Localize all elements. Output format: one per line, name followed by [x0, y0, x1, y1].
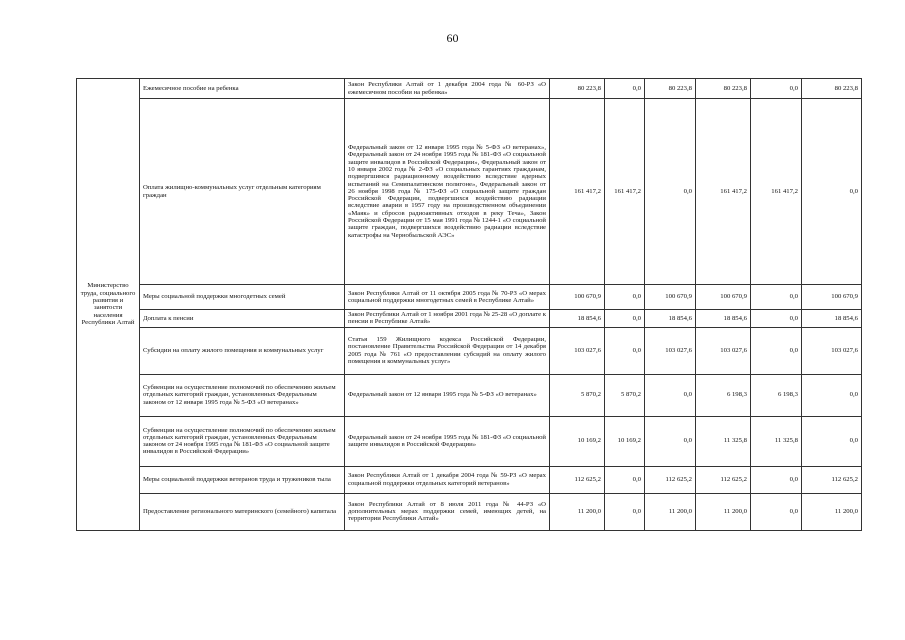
- amount-cell: 11 325,8: [696, 416, 751, 466]
- amount-cell: 0,0: [605, 493, 645, 530]
- amount-cell: 0,0: [605, 285, 645, 310]
- amount-cell: 80 223,8: [802, 79, 862, 99]
- legal-basis-cell: Федеральный закон от 12 января 1995 года № 5-ФЗ «О ветеранах»: [345, 374, 550, 416]
- table-row: [77, 310, 862, 328]
- expense-name-cell: Доплата к пенсии: [140, 310, 345, 328]
- table-row: [77, 285, 862, 310]
- table-row: [77, 99, 862, 285]
- expense-name-cell: Субсидии на оплату жилого помещения и коммунальных услуг: [140, 327, 345, 374]
- amount-cell: 0,0: [751, 466, 802, 493]
- legal-basis-cell: Закон Республики Алтай от 1 ноября 2001 года № 25-28 «О доплате к пенсии в Республике Алтай»: [345, 310, 550, 328]
- department-cell: Министерство труда, социального развития и занятости населения Республики Алтай: [77, 79, 140, 531]
- table-row: [77, 79, 862, 99]
- page-number: 60: [446, 31, 459, 45]
- amount-cell: 0,0: [751, 493, 802, 530]
- amount-cell: 100 670,9: [802, 285, 862, 310]
- amount-cell: 11 200,0: [645, 493, 696, 530]
- amount-cell: 5 870,2: [550, 374, 605, 416]
- amount-cell: 103 027,6: [802, 327, 862, 374]
- amount-cell: 100 670,9: [645, 285, 696, 310]
- expense-name-cell: Оплата жилищно-коммунальных услуг отдельным категориям граждан: [140, 99, 345, 285]
- amount-cell: 0,0: [605, 79, 645, 99]
- amount-cell: 0,0: [645, 374, 696, 416]
- amount-cell: 6 198,3: [696, 374, 751, 416]
- expense-name-cell: Субвенции на осуществление полномочий по обеспечению жильем отдельных категорий граждан, установленных Федеральным законом от 24 ноября 1995 года № 181-ФЗ «О социальной защите инвалидов в Российской Федерации»: [140, 416, 345, 466]
- amount-cell: 161 417,2: [550, 99, 605, 285]
- amount-cell: 103 027,6: [696, 327, 751, 374]
- amount-cell: 0,0: [751, 310, 802, 328]
- amount-cell: 0,0: [751, 79, 802, 99]
- table-row: [77, 374, 862, 416]
- amount-cell: 10 169,2: [550, 416, 605, 466]
- amount-cell: 11 200,0: [696, 493, 751, 530]
- amount-cell: 0,0: [605, 310, 645, 328]
- table-row: [77, 327, 862, 374]
- legal-basis-cell: Федеральный закон от 12 января 1995 года № 5-ФЗ «О ветеранах», Федеральный закон от 24 ноября 1995 года № 181-ФЗ «О социальной защите инвалидов в Российской Федерации», Федеральный закон от 10 января 2002 года № 2-ФЗ «О социальных гарантиях гражданам, подвергшимся радиационному воздействию вследствие ядерных испытаний на Семипалатинском полигоне», Федеральный закон от 26 ноября 1998 года № 175-ФЗ «О социальной защите граждан Российской Федерации, подвергшихся воздействию радиации вследствие аварии в 1957 году на производственном объединении «Маяк» и сбросов радиоактивных отходов в реку Теча», Закон Российской Федерации от 15 мая 1991 года № 1244-1 «О социальной защите граждан, подвергшихся воздействию радиации вследствие катастрофы на Чернобыльской АЭС»: [345, 99, 550, 285]
- amount-cell: 100 670,9: [696, 285, 751, 310]
- amount-cell: 112 625,2: [645, 466, 696, 493]
- amount-cell: 0,0: [751, 327, 802, 374]
- expense-name-cell: Меры социальной поддержки ветеранов труда и тружеников тыла: [140, 466, 345, 493]
- amount-cell: 100 670,9: [550, 285, 605, 310]
- expense-name-cell: Меры социальной поддержки многодетных семей: [140, 285, 345, 310]
- legal-basis-cell: Закон Республики Алтай от 1 декабря 2004 года № 59-РЗ «О мерах социальной поддержки отдельных категорий ветеранов»: [345, 466, 550, 493]
- legal-basis-cell: Федеральный закон от 24 ноября 1995 года № 181-ФЗ «О социальной защите инвалидов в Российской Федерации»: [345, 416, 550, 466]
- amount-cell: 18 854,6: [802, 310, 862, 328]
- amount-cell: 11 325,8: [751, 416, 802, 466]
- amount-cell: 5 870,2: [605, 374, 645, 416]
- amount-cell: 11 200,0: [550, 493, 605, 530]
- amount-cell: 10 169,2: [605, 416, 645, 466]
- expense-name-cell: Предоставление регионального материнского (семейного) капитала: [140, 493, 345, 530]
- amount-cell: 161 417,2: [751, 99, 802, 285]
- amount-cell: 80 223,8: [696, 79, 751, 99]
- amount-cell: 11 200,0: [802, 493, 862, 530]
- budget-table: [76, 78, 862, 531]
- table-row: [77, 416, 862, 466]
- amount-cell: 103 027,6: [550, 327, 605, 374]
- amount-cell: 18 854,6: [645, 310, 696, 328]
- amount-cell: 0,0: [802, 99, 862, 285]
- amount-cell: 0,0: [802, 416, 862, 466]
- amount-cell: 0,0: [645, 416, 696, 466]
- amount-cell: 6 198,3: [751, 374, 802, 416]
- amount-cell: 161 417,2: [696, 99, 751, 285]
- table-body: [77, 79, 862, 531]
- expense-name-cell: Субвенции на осуществление полномочий по обеспечению жильем отдельных категорий граждан, установленных Федеральным законом от 12 января 1995 года № 5-ФЗ «О ветеранах»: [140, 374, 345, 416]
- amount-cell: 0,0: [605, 327, 645, 374]
- legal-basis-cell: Закон Республики Алтай от 11 октября 2005 года № 70-РЗ «О мерах социальной поддержки многодетных семей в Республике Алтай»: [345, 285, 550, 310]
- amount-cell: 18 854,6: [550, 310, 605, 328]
- legal-basis-cell: Закон Республики Алтай от 8 июля 2011 года № 44-РЗ «О дополнительных мерах поддержки семей, имеющих детей, на территории Республики Алтай»: [345, 493, 550, 530]
- amount-cell: 161 417,2: [605, 99, 645, 285]
- amount-cell: 80 223,8: [645, 79, 696, 99]
- amount-cell: 103 027,6: [645, 327, 696, 374]
- expense-name-cell: Ежемесячное пособие на ребенка: [140, 79, 345, 99]
- legal-basis-cell: Закон Республики Алтай от 1 декабря 2004 года № 60-РЗ «О ежемесячном пособии на ребенка»: [345, 79, 550, 99]
- amount-cell: 112 625,2: [802, 466, 862, 493]
- table-row: [77, 493, 862, 530]
- amount-cell: 0,0: [645, 99, 696, 285]
- amount-cell: 112 625,2: [696, 466, 751, 493]
- legal-basis-cell: Статья 159 Жилищного кодекса Российской Федерации, постановление Правительства Российской Федерации от 14 декабря 2005 года № 761 «О предоставлении субсидий на оплату жилого помещения и коммунальных услуг»: [345, 327, 550, 374]
- amount-cell: 18 854,6: [696, 310, 751, 328]
- amount-cell: 112 625,2: [550, 466, 605, 493]
- table-row: [77, 466, 862, 493]
- amount-cell: 0,0: [751, 285, 802, 310]
- amount-cell: 0,0: [605, 466, 645, 493]
- amount-cell: 80 223,8: [550, 79, 605, 99]
- amount-cell: 0,0: [802, 374, 862, 416]
